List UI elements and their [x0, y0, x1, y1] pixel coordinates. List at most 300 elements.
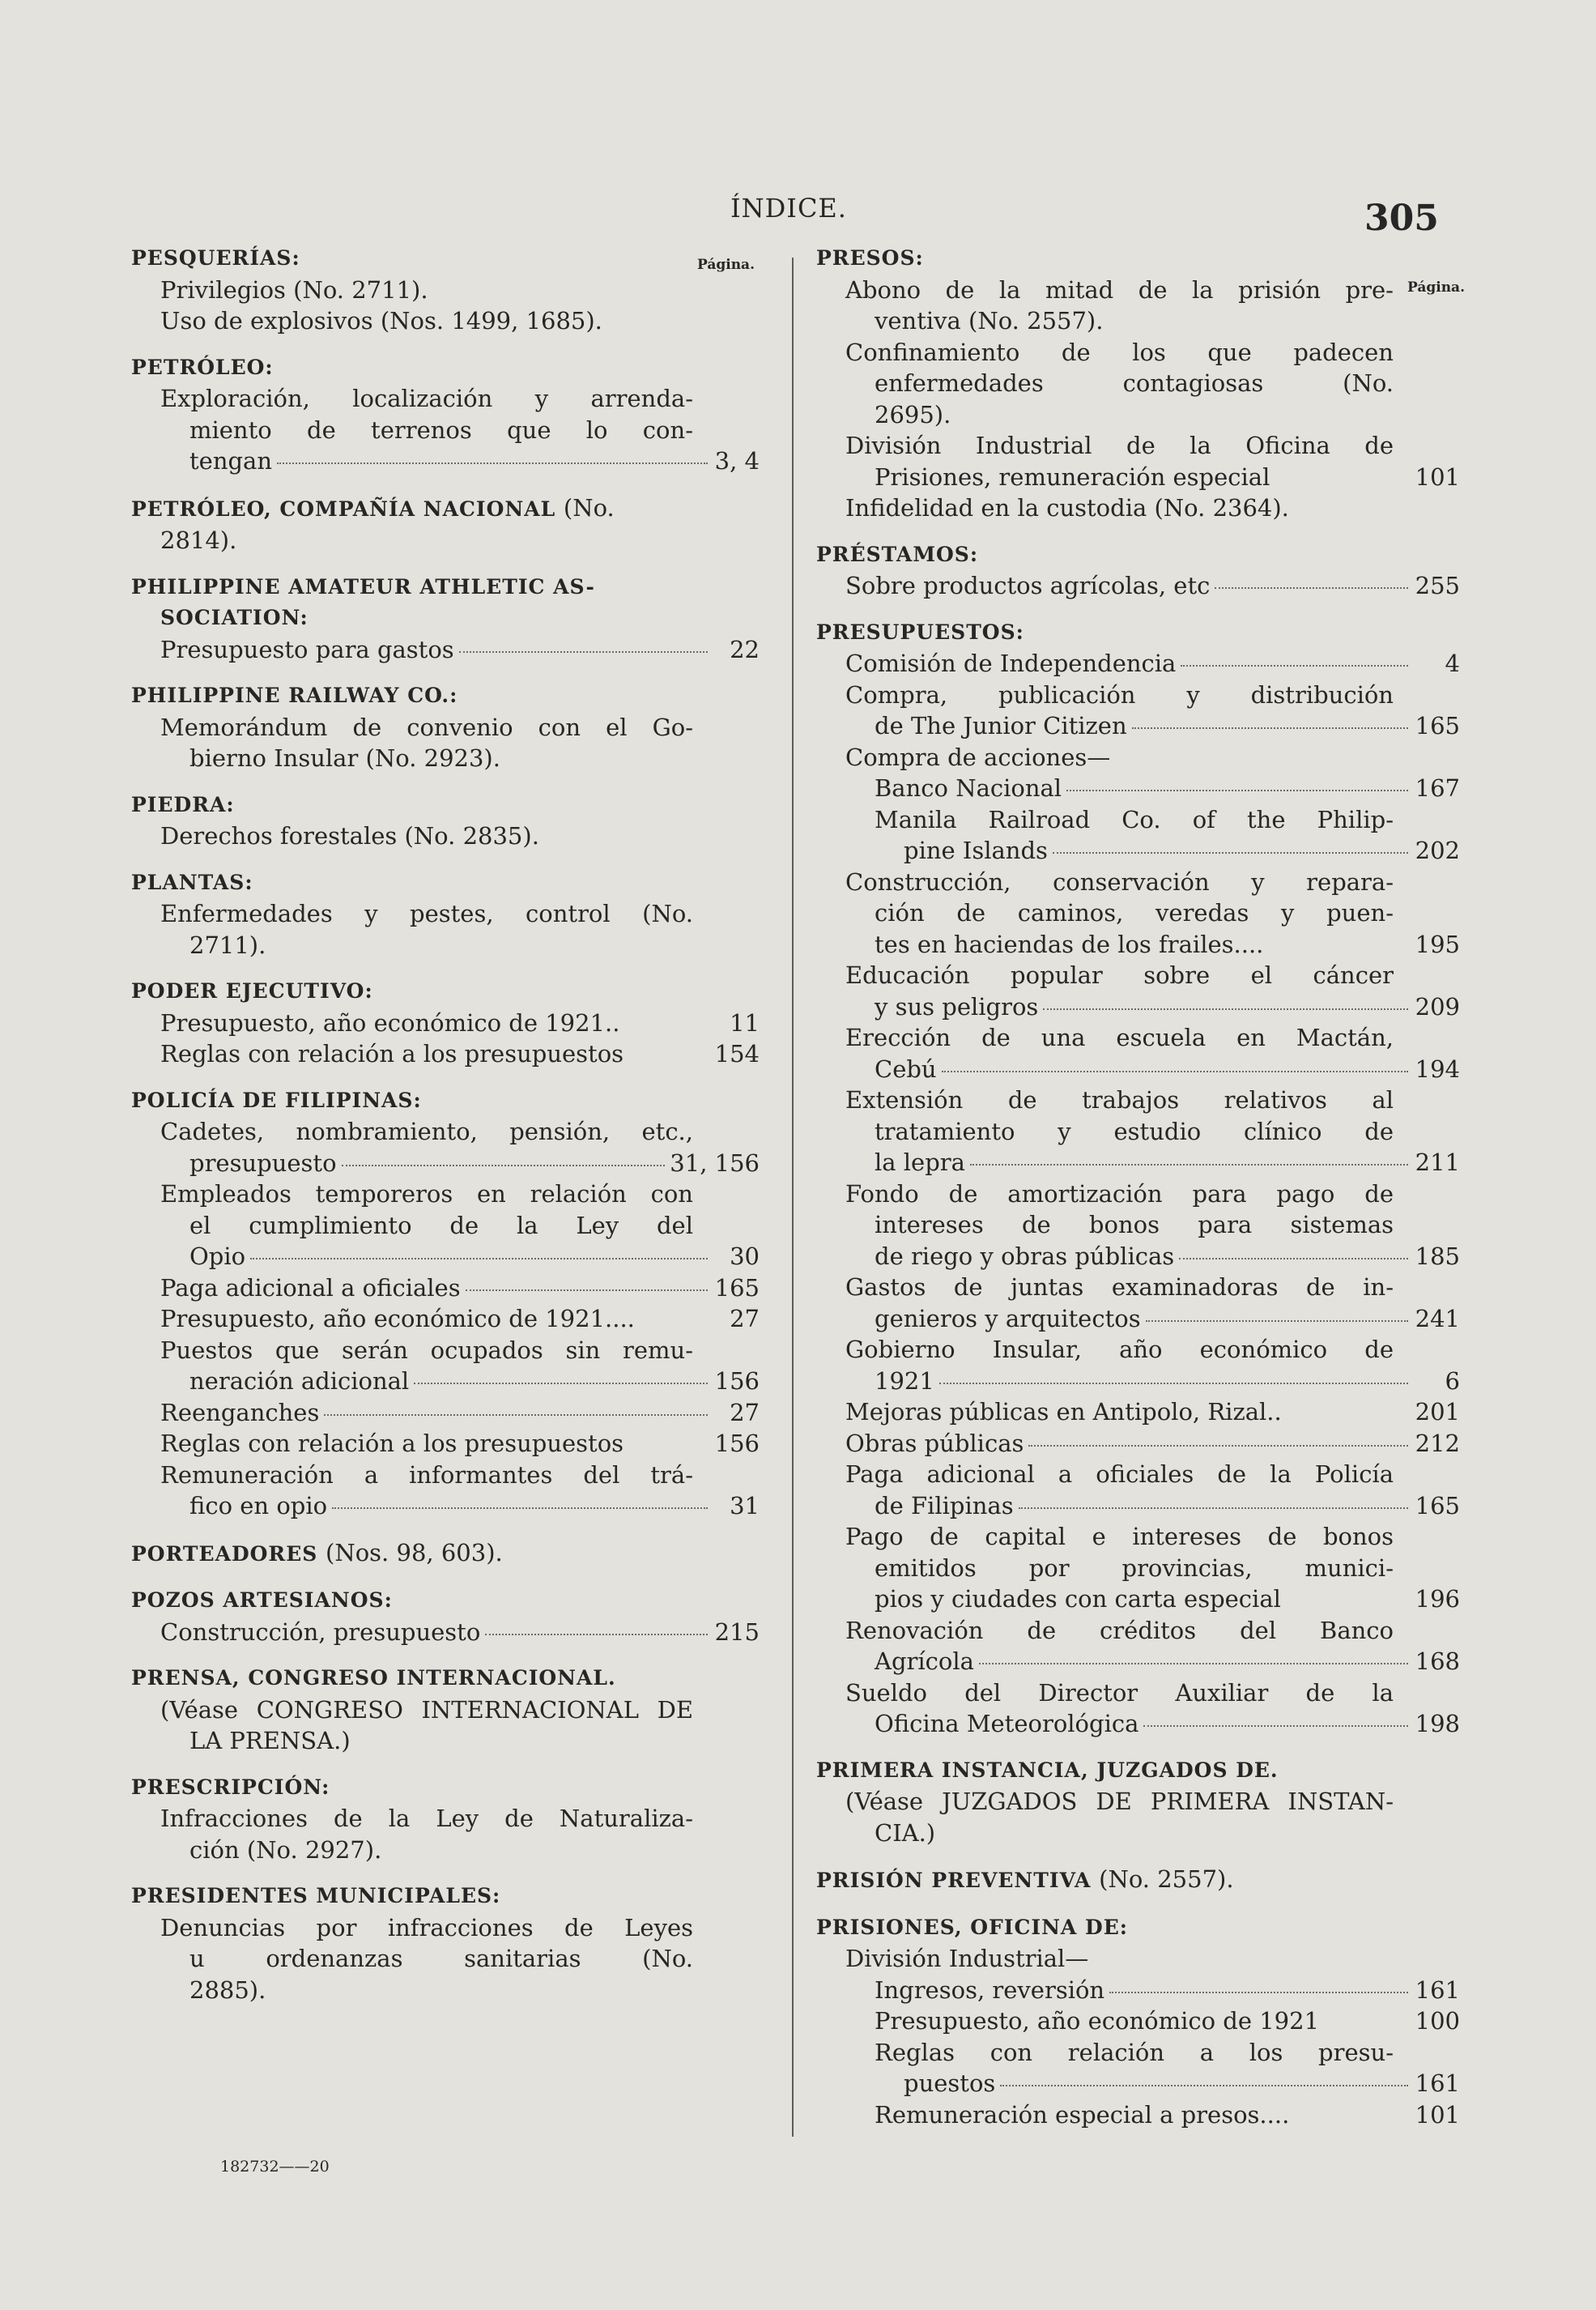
index-line	[816, 1459, 1460, 1490]
index-line	[816, 867, 1460, 898]
index-line	[816, 1147, 1460, 1178]
index-line-text: el cumplimiento de la Ley del	[189, 1211, 693, 1239]
index-line	[131, 305, 760, 337]
index-line	[816, 305, 1460, 337]
index-line	[816, 1085, 1460, 1116]
index-entry	[131, 790, 760, 852]
index-line	[816, 1583, 1460, 1615]
index-line	[816, 835, 1460, 867]
index-line	[131, 1178, 760, 1210]
index-line-text: Cadetes, nombramiento, pensión, etc.,	[160, 1118, 693, 1145]
index-line-text: Puestos que serán ocupados sin remu-	[160, 1336, 693, 1364]
index-line	[131, 383, 760, 415]
page-ref: 165	[714, 1273, 760, 1302]
index-line	[816, 1646, 1460, 1677]
index-line-text: bierno Insular (No. 2923).	[189, 744, 500, 772]
index-line	[816, 1521, 1460, 1553]
leader-dots	[1146, 1320, 1408, 1322]
index-line	[131, 603, 760, 634]
footer-code: 182732——20	[220, 2158, 330, 2176]
entry-heading-text: PRIMERA INSTANCIA, JUZGADOS DE.	[816, 1758, 1279, 1782]
index-line-text: Ingresos, reversión	[875, 1975, 1105, 2004]
page-ref: 165	[1415, 712, 1460, 739]
index-line-text: Erección de una escuela en Mactán,	[845, 1024, 1394, 1051]
index-line-text: Construcción, presupuesto	[160, 1617, 481, 1646]
leader-dots	[970, 1164, 1408, 1166]
index-line-text: Paga adicional a oficiales	[160, 1273, 461, 1302]
index-line-text: miento de terrenos que lo con-	[189, 416, 693, 444]
index-line	[816, 1334, 1460, 1366]
entry-heading	[131, 243, 760, 275]
index-line	[816, 960, 1460, 991]
index-line	[816, 337, 1460, 369]
index-line-text: Pago de capital e intereses de bonos	[845, 1523, 1394, 1550]
page-number: 305	[1364, 198, 1439, 239]
page-ref: 161	[1415, 2069, 1460, 2097]
entry-heading	[131, 572, 760, 603]
leader-dots	[1066, 790, 1408, 791]
index-line-text: Renovación de créditos del Banco	[845, 1616, 1394, 1644]
page-ref: 156	[714, 1367, 760, 1395]
entry-heading-text: PETRÓLEO, COMPAÑÍA NACIONAL	[131, 497, 556, 521]
index-line	[816, 1553, 1460, 1584]
index-line-text: Educación popular sobre el cáncer	[845, 961, 1394, 989]
index-line	[816, 648, 1460, 680]
entry-heading-text: PIEDRA:	[131, 792, 235, 816]
index-line-text: Reenganches	[160, 1398, 320, 1426]
leader-dots	[1179, 1258, 1408, 1259]
index-line	[131, 1835, 760, 1866]
index-line	[131, 1943, 760, 1975]
index-entry	[816, 243, 1460, 524]
page-ref: 161	[1415, 1975, 1460, 2004]
pagina-label: Página.	[697, 257, 755, 273]
index-line-text: Presupuesto, año económico de 1921..	[160, 1008, 620, 1037]
index-line-text: Cebú	[875, 1055, 937, 1083]
entry-heading-text: PRESUPUESTOS:	[816, 620, 1024, 644]
index-line	[131, 898, 760, 930]
index-line	[816, 1022, 1460, 1054]
index-entry	[131, 1537, 760, 1571]
page-ref: 11	[730, 1008, 760, 1037]
entry-heading-text: PESQUERÍAS:	[131, 246, 300, 270]
index-entry	[816, 1912, 1460, 2131]
page-ref: 195	[1415, 930, 1460, 958]
index-line-text: pine Islands	[904, 837, 1048, 864]
index-line-text: Compra, publicación y distribución	[845, 680, 1394, 709]
index-line-text: Reglas con relación a los presupuestos	[160, 1430, 624, 1457]
leader-dots	[1181, 665, 1408, 667]
index-line	[131, 1116, 760, 1148]
index-line-text: de riego y obras públicas	[875, 1242, 1175, 1270]
page-ref: 211	[1415, 1149, 1460, 1176]
index-line	[816, 1975, 1460, 2006]
left-column	[131, 243, 760, 2021]
index-line	[816, 1786, 1460, 1818]
index-line	[816, 1428, 1460, 1460]
index-entry	[131, 243, 760, 337]
index-line	[816, 1615, 1460, 1647]
index-line-text: neración adicional	[189, 1367, 410, 1395]
index-line	[816, 1943, 1460, 1975]
index-line	[816, 492, 1460, 524]
index-line-text: Infracciones de la Ley de Naturaliza-	[160, 1805, 693, 1832]
index-line-text: pios y ciudades con carta especial	[875, 1585, 1281, 1613]
index-entry	[816, 1864, 1460, 1897]
pagina-label: Página.	[1407, 279, 1465, 296]
entry-heading	[816, 539, 1460, 571]
index-entry	[131, 572, 760, 666]
index-line-text: Privilegios (No. 2711).	[160, 275, 428, 304]
index-line-text: Derechos forestales (No. 2835).	[160, 822, 539, 850]
index-line-text: Obras públicas	[845, 1429, 1024, 1457]
index-line	[131, 1460, 760, 1491]
page-title: ÍNDICE.	[730, 193, 847, 224]
index-entry	[816, 1755, 1460, 1849]
index-line	[816, 368, 1460, 399]
index-line	[131, 1975, 760, 2006]
entry-heading-text: PHILIPPINE RAILWAY CO.:	[131, 684, 458, 707]
index-line	[131, 1912, 760, 1944]
leader-dots	[942, 1071, 1408, 1072]
index-line-text: 1921	[875, 1366, 934, 1395]
page-ref: 196	[1415, 1585, 1460, 1613]
entry-heading-text: PRESOS:	[816, 246, 924, 270]
leader-dots	[324, 1414, 708, 1416]
index-line-text: Confinamiento de los que padecen	[845, 338, 1394, 366]
right-column	[816, 243, 1465, 2146]
index-line	[131, 1803, 760, 1835]
index-line-text: 2885).	[189, 1975, 266, 2004]
page-ref: 241	[1415, 1304, 1460, 1332]
leader-dots	[1215, 587, 1408, 589]
index-line	[816, 929, 1460, 961]
index-line-text: Exploración, localización y arrenda-	[160, 385, 693, 412]
index-line-text: 2711).	[189, 931, 266, 959]
index-line-text: Construcción, conservación y repara-	[845, 867, 1394, 896]
page-ref: 255	[1415, 572, 1460, 599]
index-entry	[816, 539, 1460, 602]
index-line	[131, 1725, 760, 1757]
index-line-text: ción (No. 2927).	[189, 1835, 382, 1864]
index-entry	[131, 680, 760, 774]
index-entry	[131, 1772, 760, 1866]
index-line-text: ventiva (No. 2557).	[875, 307, 1104, 335]
index-line-text: CIA.)	[875, 1818, 936, 1847]
entry-heading-text: PRISIONES, OFICINA DE:	[816, 1915, 1129, 1939]
entry-heading	[816, 1755, 1460, 1787]
index-line	[816, 804, 1460, 836]
index-line-text: Compra de acciones—	[845, 743, 1111, 771]
index-line	[816, 991, 1460, 1023]
index-line	[816, 2005, 1460, 2037]
leader-dots	[979, 1663, 1408, 1664]
index-line	[131, 525, 760, 556]
index-line-text: de Filipinas	[875, 1491, 1014, 1519]
index-line-text: intereses de bonos para sistemas	[875, 1211, 1394, 1238]
index-line-text: y sus peligros	[875, 992, 1039, 1021]
index-entry	[131, 492, 760, 556]
page-ref: 209	[1415, 992, 1460, 1021]
index-line	[816, 2068, 1460, 2099]
index-line	[816, 1490, 1460, 1522]
leader-dots	[1028, 1445, 1408, 1447]
index-line-text: tratamiento y estudio clínico de	[875, 1117, 1394, 1145]
index-line	[131, 415, 760, 446]
index-entry	[131, 976, 760, 1070]
index-line-text: División Industrial de la Oficina de	[845, 432, 1394, 459]
index-line	[131, 1428, 760, 1460]
index-line-text: 2695).	[875, 400, 951, 428]
entry-heading	[131, 976, 760, 1008]
index-line	[816, 1818, 1460, 1849]
index-line-text: 2814).	[160, 526, 237, 554]
index-line-text: Extensión de trabajos relativos al	[845, 1086, 1394, 1114]
index-line	[816, 1116, 1460, 1148]
index-line	[816, 570, 1460, 602]
index-line-text: Banco Nacional	[875, 774, 1062, 802]
entry-heading-text: PRISIÓN PREVENTIVA	[816, 1869, 1092, 1892]
index-line	[816, 897, 1460, 929]
index-line	[131, 1694, 760, 1726]
index-line	[816, 1708, 1460, 1740]
index-line	[131, 1490, 760, 1522]
entry-heading	[816, 243, 1460, 275]
index-line-text: Remuneración a informantes del trá-	[160, 1460, 693, 1489]
index-line	[816, 1366, 1460, 1397]
index-line	[131, 1335, 760, 1366]
index-line	[131, 930, 760, 961]
index-line-text: Presupuesto para gastos	[160, 635, 454, 663]
page-header	[0, 188, 1596, 245]
entry-heading-text: PRESIDENTES MUNICIPALES:	[131, 1884, 501, 1907]
index-line-text: Agrícola	[875, 1647, 974, 1675]
index-line-text: Reglas con relación a los presupuestos	[160, 1040, 624, 1068]
index-line	[131, 1617, 760, 1648]
index-line-text: Oficina Meteorológica	[875, 1710, 1139, 1737]
page-ref: 3, 4	[714, 447, 760, 475]
index-line-text: tes en haciendas de los frailes....	[875, 930, 1264, 958]
index-line	[131, 1210, 760, 1242]
page-ref: 6	[1445, 1366, 1460, 1395]
index-line-text: Opio	[189, 1242, 246, 1270]
entry-heading-text: PHILIPPINE AMATEUR ATHLETIC AS-	[131, 574, 595, 599]
index-line-text: tengan	[189, 447, 273, 475]
index-line	[816, 462, 1460, 493]
index-line-text: presupuesto	[189, 1149, 337, 1177]
entry-heading-text: POLICÍA DE FILIPINAS:	[131, 1088, 422, 1112]
page-ref: 22	[730, 635, 760, 663]
entry-heading	[131, 1085, 760, 1117]
index-line	[131, 634, 760, 666]
page-ref: 202	[1415, 837, 1460, 864]
entry-heading	[131, 352, 760, 384]
entry-heading-text: POZOS ARTESIANOS:	[131, 1588, 393, 1612]
index-line-text: emitidos por provincias, munici-	[875, 1553, 1394, 1582]
index-line-text: Memorándum de convenio con el Go-	[160, 713, 693, 741]
leader-dots	[1109, 1992, 1408, 1993]
page-ref: 101	[1415, 462, 1460, 491]
entry-heading-text: PLANTAS:	[131, 870, 253, 894]
index-line-text: Mejoras públicas en Antipolo, Rizal..	[845, 1398, 1282, 1426]
leader-dots	[1019, 1507, 1408, 1509]
entry-heading	[131, 1585, 760, 1617]
index-entry	[131, 867, 760, 961]
page-ref: 30	[730, 1242, 760, 1270]
index-line	[816, 1272, 1460, 1303]
index-line-text: Prisiones, remuneración especial	[875, 462, 1270, 491]
index-line	[816, 1241, 1460, 1272]
index-line-text: Manila Railroad Co. of the Philip-	[875, 805, 1394, 833]
index-line	[131, 1008, 760, 1039]
page-ref: 212	[1415, 1429, 1460, 1457]
index-entry	[816, 617, 1460, 1740]
entry-heading-text: PRENSA, CONGRESO INTERNACIONAL.	[131, 1666, 616, 1690]
entry-heading	[131, 1881, 760, 1912]
index-line-text: Gobierno Insular, año económico de	[845, 1336, 1394, 1363]
index-line	[131, 1272, 760, 1304]
index-line-text: genieros y arquitectos	[875, 1304, 1141, 1332]
index-line	[816, 680, 1460, 711]
index-line	[131, 1038, 760, 1070]
leader-dots	[414, 1383, 708, 1384]
entry-heading	[816, 1912, 1460, 1944]
index-line-text: de The Junior Citizen	[875, 712, 1127, 739]
index-line	[131, 1148, 760, 1179]
index-line	[816, 773, 1460, 804]
page-ref: 215	[714, 1617, 760, 1646]
index-line-text: Uso de explosivos (Nos. 1499, 1685).	[160, 307, 602, 335]
index-line-text: (Véase CONGRESO INTERNACIONAL DE	[160, 1695, 693, 1724]
index-entry	[131, 1881, 760, 2005]
page-ref: 27	[730, 1305, 760, 1332]
index-line-text: puestos	[904, 2069, 996, 2097]
index-line	[816, 1209, 1460, 1241]
leader-dots	[1043, 1008, 1408, 1010]
index-line-text: Enfermedades y pestes, control (No.	[160, 900, 693, 927]
index-line	[131, 1241, 760, 1272]
entry-heading	[816, 617, 1460, 649]
index-line-text: Fondo de amortización para pago de	[845, 1179, 1394, 1208]
index-line-text: Sueldo del Director Auxiliar de la	[845, 1678, 1394, 1707]
index-line	[131, 1397, 760, 1429]
index-line	[131, 712, 760, 744]
index-line-text: Denuncias por infracciones de Leyes	[160, 1913, 693, 1941]
index-line	[816, 1677, 1460, 1709]
leader-dots	[342, 1165, 666, 1166]
index-line	[816, 710, 1460, 742]
index-entry	[131, 1085, 760, 1522]
entry-heading	[131, 492, 760, 526]
index-line-text: fico en opio	[189, 1492, 328, 1519]
index-line	[816, 742, 1460, 774]
entry-heading-text: PORTEADORES	[131, 1541, 318, 1566]
page-ref: 100	[1415, 2007, 1460, 2035]
index-line-text: la lepra	[875, 1149, 965, 1176]
index-line-text: enfermedades contagiosas (No.	[875, 369, 1394, 397]
index-line-text: Presupuesto, año económico de 1921....	[160, 1305, 635, 1332]
index-line-text: Comisión de Independencia	[845, 650, 1177, 677]
index-line-text: Presupuesto, año económico de 1921	[875, 2007, 1320, 2035]
page-ref: 168	[1415, 1647, 1460, 1675]
entry-heading	[131, 1772, 760, 1804]
index-line-text: Infidelidad en la custodia (No. 2364).	[845, 494, 1289, 522]
entry-heading-ref: (No. 2557).	[1099, 1865, 1234, 1893]
index-line	[131, 445, 760, 477]
entry-heading-text: PETRÓLEO:	[131, 355, 274, 379]
entry-heading-text: PODER EJECUTIVO:	[131, 979, 373, 1003]
page-ref: 167	[1415, 774, 1460, 802]
page-ref: 165	[1415, 1491, 1460, 1519]
index-line	[131, 1303, 760, 1335]
index-line	[131, 275, 760, 306]
leader-dots	[277, 462, 708, 464]
index-line	[816, 2099, 1460, 2131]
entry-heading	[816, 1864, 1460, 1897]
leader-dots	[485, 1634, 708, 1635]
index-line	[131, 1366, 760, 1397]
index-line	[816, 1178, 1460, 1210]
column-divider	[792, 258, 794, 2137]
index-line-text: Reglas con relación a los presu-	[875, 2038, 1394, 2066]
entry-heading-ref: (Nos. 98, 603).	[326, 1538, 503, 1566]
index-line	[816, 1054, 1460, 1085]
leader-dots	[939, 1383, 1408, 1384]
page-ref: 31	[730, 1492, 760, 1519]
leader-dots	[332, 1507, 708, 1509]
page-ref: 194	[1415, 1055, 1460, 1083]
leader-dots	[459, 651, 708, 653]
index-line-text: LA PRENSA.)	[189, 1727, 351, 1754]
index-line-text: Abono de la mitad de la prisión pre-	[845, 275, 1394, 304]
entry-heading-text: PRÉSTAMOS:	[816, 542, 979, 566]
index-line-text: u ordenanzas sanitarias (No.	[189, 1945, 693, 1972]
index-entry	[131, 1663, 760, 1757]
index-line-text: División Industrial—	[845, 1945, 1089, 1972]
entry-heading-ref: (No.	[563, 493, 615, 522]
index-line	[816, 1396, 1460, 1428]
index-line-text: Sobre productos agrícolas, etc	[845, 572, 1211, 599]
index-line-text: ción de caminos, veredas y puen-	[875, 899, 1394, 927]
page-ref: 185	[1415, 1242, 1460, 1270]
index-line-text: Remuneración especial a presos....	[875, 2100, 1290, 2129]
page-ref: 201	[1415, 1398, 1460, 1426]
page-ref: 4	[1445, 650, 1460, 677]
entry-heading	[131, 790, 760, 821]
entry-heading	[131, 680, 760, 712]
index-line	[816, 275, 1460, 306]
leader-dots	[1143, 1725, 1408, 1727]
index-line	[131, 820, 760, 852]
index-line-text: Empleados temporeros en relación con	[160, 1180, 693, 1208]
entry-heading	[131, 1537, 760, 1571]
entry-heading	[131, 1663, 760, 1694]
index-line	[816, 399, 1460, 431]
index-line-text: Paga adicional a oficiales de la Policía	[845, 1460, 1394, 1488]
leader-dots	[466, 1289, 708, 1291]
index-line-text: SOCIATION:	[160, 606, 309, 629]
index-line-text: Gastos de juntas examinadoras de in-	[845, 1273, 1394, 1301]
page-ref: 101	[1415, 2100, 1460, 2129]
leader-dots	[1053, 852, 1408, 854]
index-line	[816, 430, 1460, 462]
leader-dots	[250, 1258, 708, 1259]
page-ref: 198	[1415, 1710, 1460, 1737]
page-ref: 156	[714, 1430, 760, 1457]
index-line	[816, 1303, 1460, 1335]
leader-dots	[1132, 727, 1408, 729]
page-ref: 154	[714, 1040, 760, 1068]
